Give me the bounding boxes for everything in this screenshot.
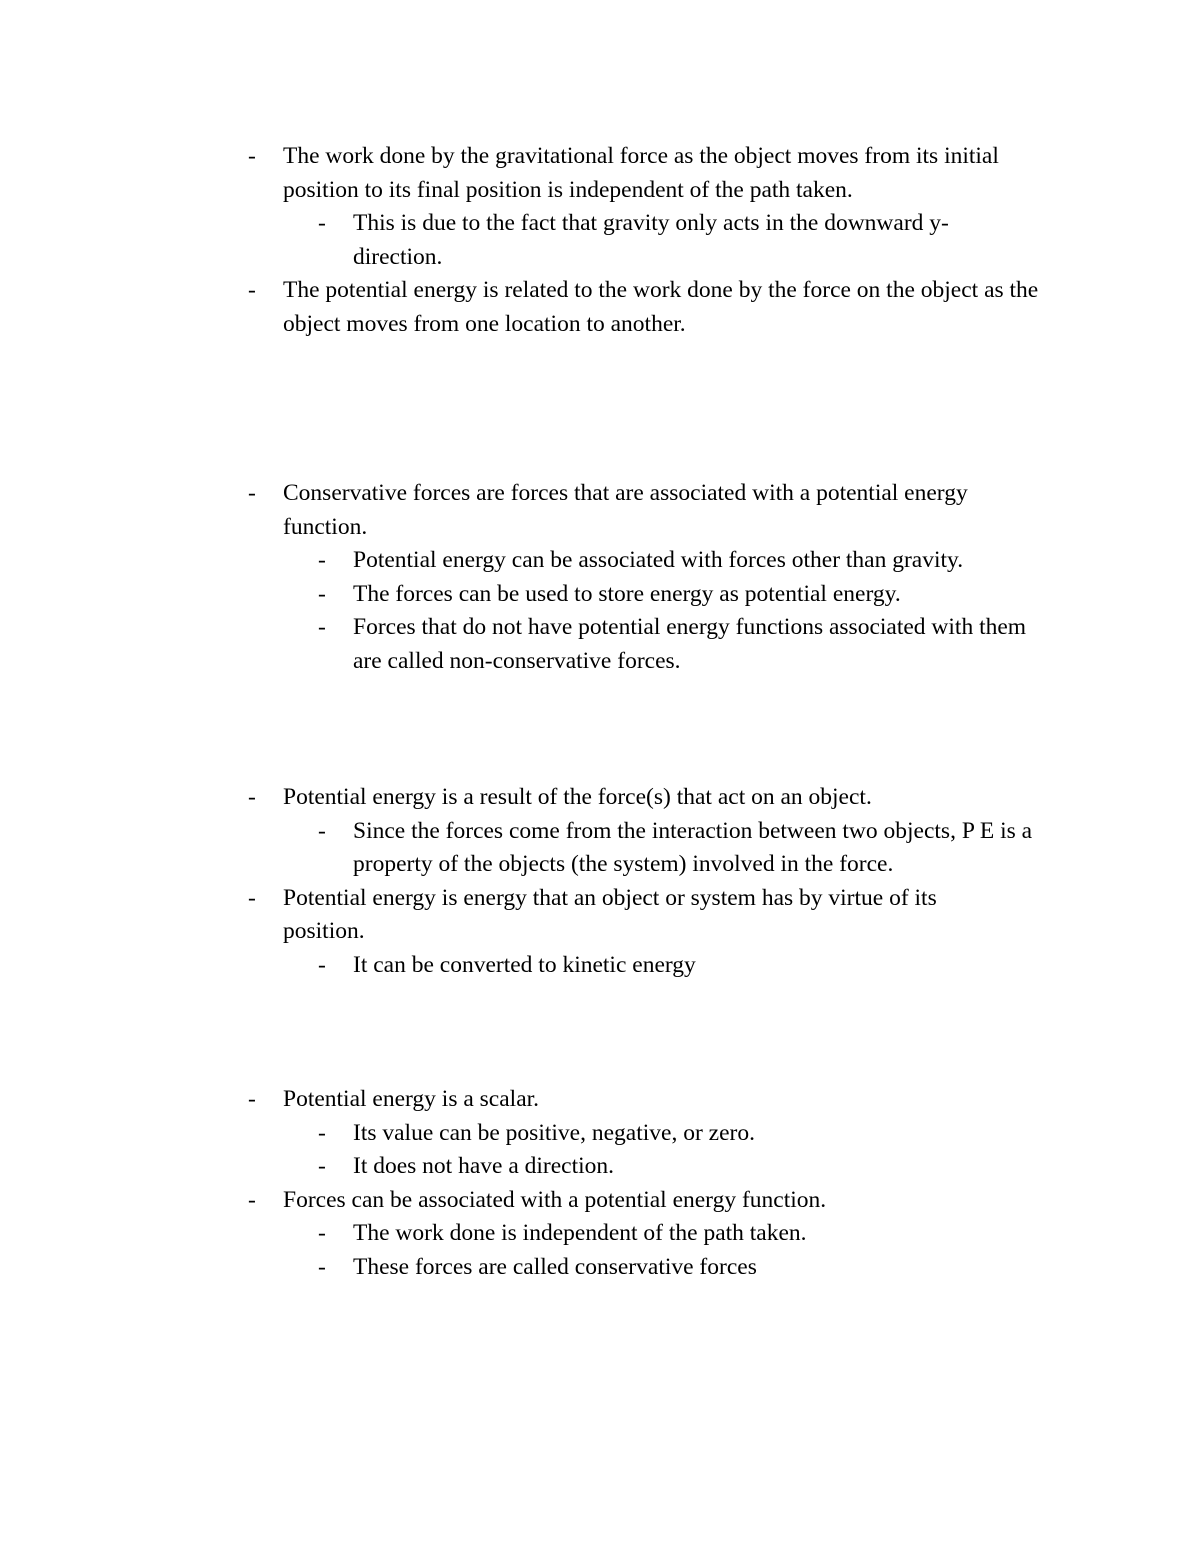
bullet-text: Potential energy is a scalar. (283, 1086, 540, 1112)
bullet-dash: - (318, 1220, 326, 1247)
bullet-dash: - (318, 547, 326, 574)
bullet-text: Its value can be positive, negative, or zero. (353, 1119, 755, 1146)
bullet-text: Forces can be associated with a potential energy function. (283, 1186, 827, 1213)
bullet-text: The work done by the gravitational force as the object moves from its initial position to its final position is independent of the path taken. (283, 143, 999, 203)
bullet-dash: - (248, 884, 256, 911)
notes-section-4 (0, 1083, 1200, 1285)
bullet-dash: - (318, 210, 326, 237)
notes-section-1 (0, 140, 1200, 342)
bullet-dash: - (248, 784, 256, 810)
bullet-text: The potential energy is related to the work done by the force on the object as the object moves from one location to another. (283, 277, 1039, 337)
bullet-text: It can be converted to kinetic energy (353, 951, 696, 978)
bullet-text: The forces can be used to store energy as potential energy. (353, 580, 901, 607)
notes-section-2 (0, 477, 1200, 679)
bullet-item (0, 477, 1200, 544)
bullet-dash: - (248, 277, 256, 304)
sub-bullet-item (0, 611, 1200, 678)
bullet-dash: - (318, 951, 326, 978)
bullet-text: These forces are called conservative forces (353, 1253, 757, 1280)
bullet-dash: - (318, 817, 326, 844)
bullet-dash: - (318, 580, 326, 607)
bullet-item (0, 140, 1200, 207)
notes-section-3 (0, 781, 1200, 983)
sub-bullet-item (0, 544, 1200, 578)
bullet-item (0, 274, 1200, 341)
bullet-dash: - (318, 1253, 326, 1280)
bullet-item (0, 1184, 1200, 1218)
bullet-text: Potential energy is a result of the force(s) that act on an object. (283, 784, 872, 810)
sub-bullet-item (0, 1251, 1200, 1285)
bullet-text: Potential energy can be associated with forces other than gravity. (353, 547, 964, 574)
sub-bullet-item (0, 207, 1200, 274)
sub-bullet-item (0, 815, 1200, 882)
bullet-dash: - (248, 480, 256, 506)
sub-bullet-item (0, 1217, 1200, 1251)
bullet-text: The work done is independent of the path taken. (353, 1220, 807, 1247)
bullet-text: Since the forces come from the interaction between two objects, P E is a property of the objects (the system) involved in the force. (353, 817, 1033, 878)
bullet-item (0, 882, 1200, 949)
bullet-dash: - (318, 614, 326, 641)
sub-bullet-item (0, 1150, 1200, 1184)
bullet-dash: - (318, 1119, 326, 1146)
bullet-text: This is due to the fact that gravity only acts in the downward y-direction. (353, 210, 949, 270)
bullet-item (0, 781, 1200, 815)
sub-bullet-item (0, 1117, 1200, 1151)
bullet-text: It does not have a direction. (353, 1153, 615, 1180)
bullet-dash: - (318, 1153, 326, 1180)
sub-bullet-item (0, 578, 1200, 612)
sub-bullet-item (0, 949, 1200, 983)
bullet-text: Conservative forces are forces that are associated with a potential energy function. (283, 480, 968, 540)
bullet-text: Forces that do not have potential energy functions associated with them are called non-conservative forces. (353, 614, 1027, 674)
bullet-dash: - (248, 1186, 256, 1213)
bullet-dash: - (248, 1086, 256, 1112)
bullet-item (0, 1083, 1200, 1117)
bullet-dash: - (248, 143, 256, 169)
bullet-text: Potential energy is energy that an object or system has by virtue of its position. (283, 884, 937, 945)
